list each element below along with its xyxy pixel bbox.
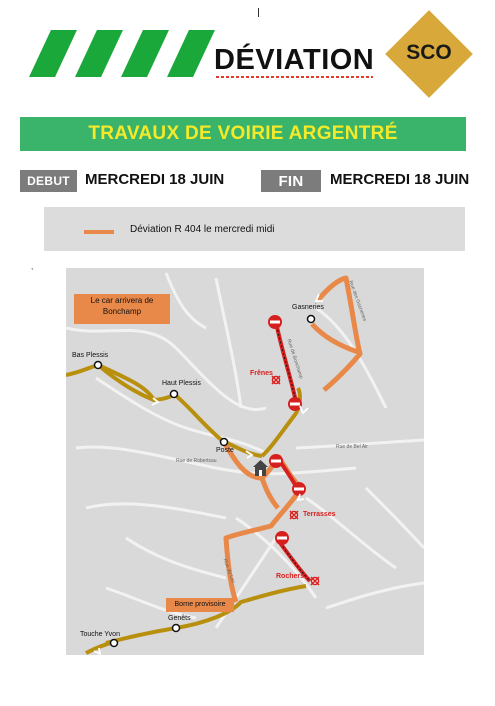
stop-label-poste: Poste xyxy=(216,447,234,454)
street-label: Rue des Gasneries xyxy=(347,279,368,323)
no-entry-sign xyxy=(268,315,282,329)
bus-stop-genets xyxy=(173,625,180,632)
spellcheck-underline xyxy=(216,76,373,78)
stop-label-haut-plessis: Haut Plessis xyxy=(162,380,201,387)
stripe xyxy=(121,30,169,77)
no-entry-sign xyxy=(292,482,306,496)
no-entry-sign xyxy=(288,397,302,411)
incident-label-terrasses: Terrasses xyxy=(303,511,336,518)
no-entry-sign xyxy=(269,454,283,468)
logo-text: SCO xyxy=(406,41,452,64)
stop-label-bas-plessis: Bas Plessis xyxy=(72,352,109,359)
incident-label-frenes: Frênes xyxy=(250,370,273,377)
cancelled-stop-icon xyxy=(311,577,319,585)
legend-box xyxy=(44,207,465,251)
town-hall-icon xyxy=(253,460,268,476)
bus-stop-touche-yvon xyxy=(111,640,118,647)
stripe xyxy=(75,30,123,77)
legend-text: Déviation R 404 le mercredi midi xyxy=(130,224,275,235)
street-label: Rue de Bel Air xyxy=(336,444,368,450)
page-title: DÉVIATION xyxy=(214,44,375,76)
bus-stop-haut-plessis xyxy=(171,391,178,398)
cancelled-stop-icon xyxy=(290,511,298,519)
bus-arrival-notice: Le car arrivera de Bonchamp xyxy=(74,294,170,324)
bus-stop-bas-plessis xyxy=(95,362,102,369)
temporary-stop-label: Borne provisoire xyxy=(166,598,234,612)
stop-label-touche-yvon: Touche Yvon xyxy=(80,631,120,638)
stray-mark: , xyxy=(31,262,34,271)
street-label: Rue de Robertsau xyxy=(176,458,217,464)
end-label: FIN xyxy=(261,170,321,192)
bus-stop-gasneries xyxy=(308,316,315,323)
cancelled-stop-icon xyxy=(272,376,280,384)
bus-stop-poste xyxy=(221,439,228,446)
stop-label-gasneries: Gasneries xyxy=(292,304,324,311)
map-canvas xyxy=(66,268,424,655)
banner-text: TRAVAUX DE VOIRIE ARGENTRÉ xyxy=(88,123,398,144)
stripe xyxy=(29,30,77,77)
stripe xyxy=(167,30,215,77)
stop-label-genets: Genêts xyxy=(168,615,191,622)
no-entry-sign xyxy=(275,531,289,545)
sco-logo xyxy=(383,8,475,100)
deviation-route xyxy=(221,278,360,602)
works-banner xyxy=(20,117,466,151)
text-cursor-mark xyxy=(258,8,259,17)
street-label: Rue de Bonchamp xyxy=(285,338,304,380)
legend-deviation-line xyxy=(84,230,114,234)
street-label: Rue du Lac xyxy=(221,557,236,585)
start-label: DEBUT xyxy=(20,170,77,192)
incident-label-rochers: Rochers xyxy=(276,573,305,580)
end-date: MERCREDI 18 JUIN xyxy=(330,171,470,188)
arrow-icon xyxy=(300,406,308,413)
green-stripes-decoration xyxy=(22,30,200,77)
start-date: MERCREDI 18 JUIN xyxy=(85,171,225,188)
deviation-map xyxy=(66,268,424,655)
